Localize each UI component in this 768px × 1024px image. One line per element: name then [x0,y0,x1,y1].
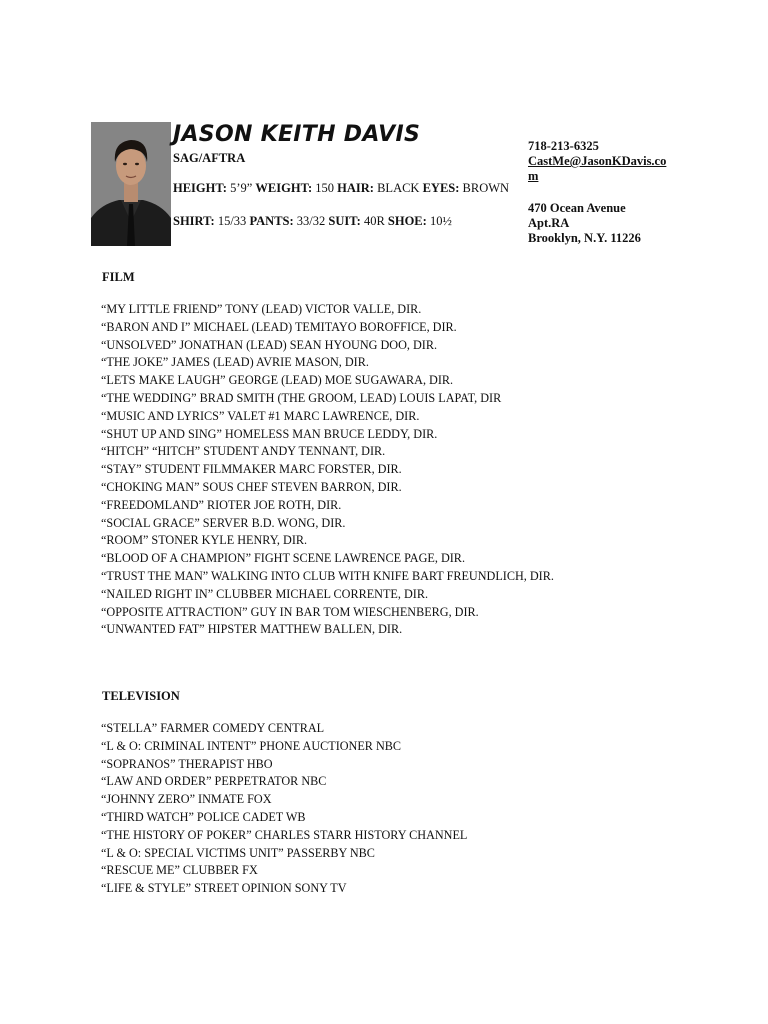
film-credits-list [101,301,554,639]
film-credit: “NAILED RIGHT IN” CLUBBER MICHAEL CORRENTE, DIR. [101,586,429,601]
pants-label: PANTS: [249,214,294,228]
film-credit: “OPPOSITE ATTRACTION” GUY IN BAR TOM WIESCHENBERG, DIR. [101,604,479,619]
film-credit: “SOCIAL GRACE” SERVER B.D. WONG, DIR. [101,515,346,530]
film-credit: “MUSIC AND LYRICS” VALET #1 MARC LAWRENCE, DIR. [101,408,420,423]
body-stats-line-2 [173,214,452,229]
shirt-label: SHIRT: [173,214,215,228]
film-credit: “BLOOD OF A CHAMPION” FIGHT SCENE LAWRENCE PAGE, DIR. [101,551,465,566]
address-line-2: Apt.RA [528,216,570,230]
television-credits-list [101,720,467,898]
television-credit: “LAW AND ORDER” PERPETRATOR NBC [101,774,327,789]
weight-label: WEIGHT: [255,181,313,195]
film-credit: “TRUST THE MAN” WALKING INTO CLUB WITH KNIFE BART FREUNDLICH, DIR. [101,568,554,583]
height-label: HEIGHT: [173,181,227,195]
television-credit: “L & O: SPECIAL VICTIMS UNIT” PASSERBY NBC [101,845,375,860]
film-credit: “BARON AND I” MICHAEL (LEAD) TEMITAYO BOROFFICE, DIR. [101,319,457,334]
film-credit: “MY LITTLE FRIEND” TONY (LEAD) VICTOR VALLE, DIR. [101,302,422,316]
television-section-title: TELEVISION [102,689,180,703]
hair-label: HAIR: [337,181,374,195]
phone-number: 718-213-6325 [528,139,599,153]
film-credit: “SHUT UP AND SING” HOMELESS MAN BRUCE LEDDY, DIR. [101,426,438,441]
film-credit: “LETS MAKE LAUGH” GEORGE (LEAD) MOE SUGAWARA, DIR. [101,373,454,388]
film-credit: “UNWANTED FAT” HIPSTER MATTHEW BALLEN, DIR. [101,622,403,637]
contact-spacer [528,184,668,201]
television-credit: “JOHNNY ZERO” INMATE FOX [101,792,272,807]
hair-value: BLACK [377,181,420,195]
body-stats-line-1 [173,181,509,196]
film-credit: “FREEDOMLAND” RIOTER JOE ROTH, DIR. [101,497,342,512]
suit-value: 40R [363,214,385,228]
television-credit: “THIRD WATCH” POLICE CADET WB [101,809,306,824]
film-credit: “UNSOLVED” JONATHAN (LEAD) SEAN HYOUNG DOO, DIR. [101,337,438,352]
film-credit: “STAY” STUDENT FILMMAKER MARC FORSTER, DIR. [101,462,402,477]
headshot-photo [91,122,171,246]
television-credit: “THE HISTORY OF POKER” CHARLES STARR HISTORY CHANNEL [101,827,468,842]
film-credit: “THE WEDDING” BRAD SMITH (THE GROOM, LEAD) LOUIS LAPAT, DIR [101,390,502,405]
television-credit: “L & O: CRIMINAL INTENT” PHONE AUCTIONER NBC [101,738,402,753]
film-credit: “THE JOKE” JAMES (LEAD) AVRIE MASON, DIR. [101,355,369,370]
shoe-value: 10½ [429,214,452,228]
television-credit: “LIFE & STYLE” STREET OPINION SONY TV [101,881,347,896]
television-credit: “STELLA” FARMER COMEDY CENTRAL [101,721,325,735]
film-credit: “HITCH” “HITCH” STUDENT ANDY TENNANT, DIR. [101,444,386,459]
address-line-3: Brooklyn, N.Y. 11226 [528,231,641,245]
union-affiliation: SAG/AFTRA [173,151,246,165]
shoe-label: SHOE: [387,214,427,228]
television-credit: “SOPRANOS” THERAPIST HBO [101,756,273,771]
pants-value: 33/32 [296,214,326,228]
height-value: 5’9” [230,181,253,195]
actor-name: JASON KEITH DAVIS [173,122,421,147]
contact-block [528,139,668,246]
shirt-value: 15/33 [217,214,247,228]
suit-label: SUIT: [328,214,361,228]
television-credit: “RESCUE ME” CLUBBER FX [101,863,258,878]
email-link[interactable]: CastMe@JasonKDavis.com [528,154,667,183]
film-credit: “CHOKING MAN” SOUS CHEF STEVEN BARRON, DIR. [101,479,402,494]
film-section-title: FILM [102,270,135,284]
eyes-label: EYES: [422,181,460,195]
weight-value: 150 [315,181,335,195]
film-credit: “ROOM” STONER KYLE HENRY, DIR. [101,533,308,548]
eyes-value: BROWN [462,181,510,195]
address-line-1: 470 Ocean Avenue [528,201,626,215]
